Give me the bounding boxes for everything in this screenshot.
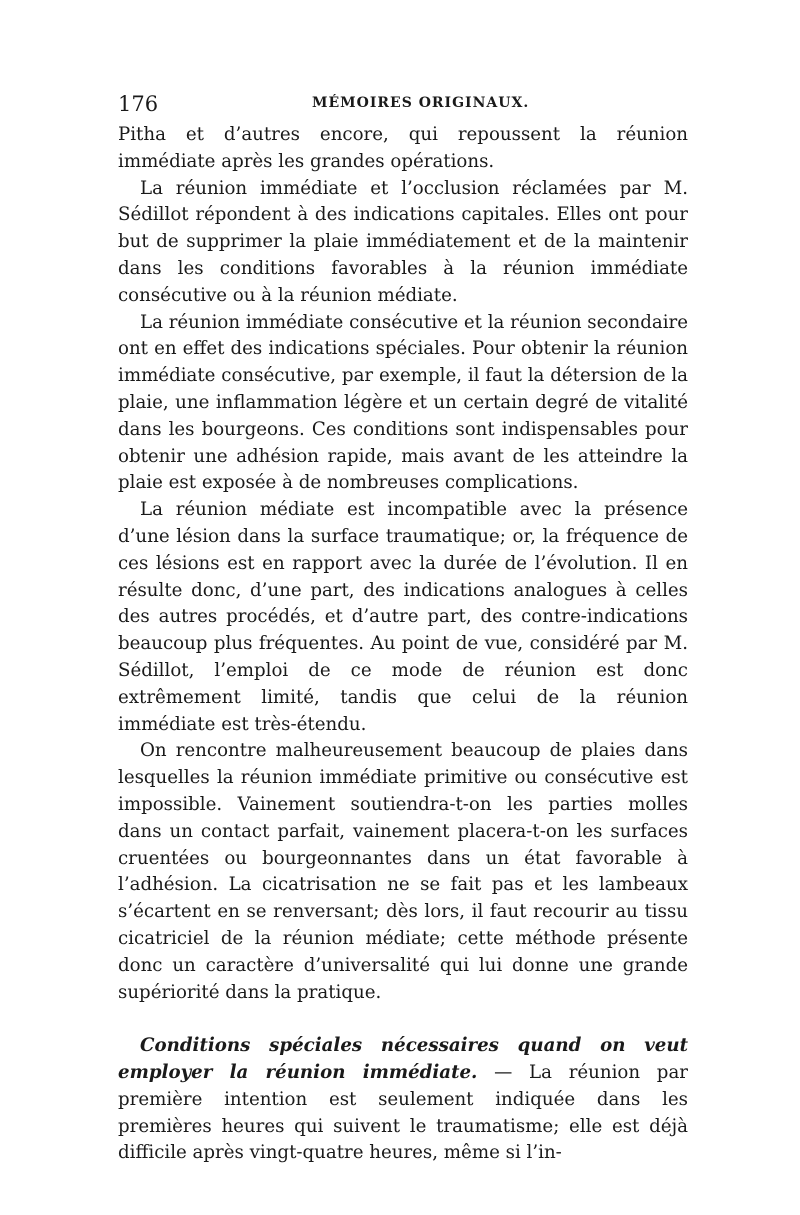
- section-gap: [118, 1006, 688, 1033]
- paragraph-reunion-mediate: La réunion médiate est incompatible avec la présence d’une lésion dans la surface traumatique; or, la fréquence de ces lésions est en rapport avec la durée de l’évolution. Il en résulte donc, d’une part, des indications analogues à celles des autres procédés, et d’autre part, des contre-indications beaucoup plus fréquentes. Au point de vue, considéré par M. Sédillot, l’emploi de ce mode de réunion est donc extrêmement limité, tandis que celui de la réunion immédiate est très-étendu.: [118, 499, 688, 735]
- page-number: 176: [118, 92, 159, 116]
- section-title: Conditions spéciales nécessaires quand on veut employer la réunion immédiate.: [118, 1035, 688, 1084]
- paragraph-continued: Pitha et d’autres encore, qui repoussent la réunion immédiate après les grandes opérations.: [118, 124, 688, 172]
- body-text: [118, 122, 688, 1167]
- paragraph-plaies: On rencontre malheureusement beaucoup de plaies dans lesquelles la réunion immédiate primitive ou consécutive est impossible. Vainement soutiendra-t-on les parties molles dans un contact parfait, vainement placera-t-on les surfaces cruentées ou bourgeonnantes dans un état favorable à l’adhésion. La cicatrisation ne se fait pas et les lambeaux s’écartent en se renversant; dès lors, il faut recourir au tissu cicatriciel de la réunion médiate; cette méthode présente donc un caractère d’universalité qui lui donne une grande supériorité dans la pratique.: [118, 740, 688, 1003]
- paragraph-reunion-occlusion: La réunion immédiate et l’occlusion réclamées par M. Sédillot répondent à des indications capitales. Elles ont pour but de supprimer la plaie immédiatement et de la maintenir dans les conditions favorables à la réunion immédiate consécutive ou à la réunion médiate.: [118, 177, 688, 306]
- section-paragraph: [118, 1033, 688, 1167]
- book-page: [118, 92, 688, 1167]
- running-head: [118, 92, 688, 122]
- paragraph-reunion-consecutive: La réunion immédiate consécutive et la réunion secondaire ont en effet des indications spéciales. Pour obtenir la réunion immédiate consécutive, par exemple, il faut la détersion de la plaie, une inflammation légère et un certain degré de vitalité dans les bourgeons. Ces conditions sont indispensables pour obtenir une adhésion rapide, mais avant de les atteindre la plaie est exposée à de nombreuses complications.: [118, 311, 689, 494]
- section-text: La réunion par première intention est seulement indiquée dans les premières heures qui suivent le traumatisme; elle est déjà difficile après vingt-quatre heures, même si l’in-: [118, 1062, 688, 1164]
- section-dash: —: [477, 1062, 530, 1084]
- running-title: MÉMOIRES ORIGINAUX.: [312, 95, 530, 111]
